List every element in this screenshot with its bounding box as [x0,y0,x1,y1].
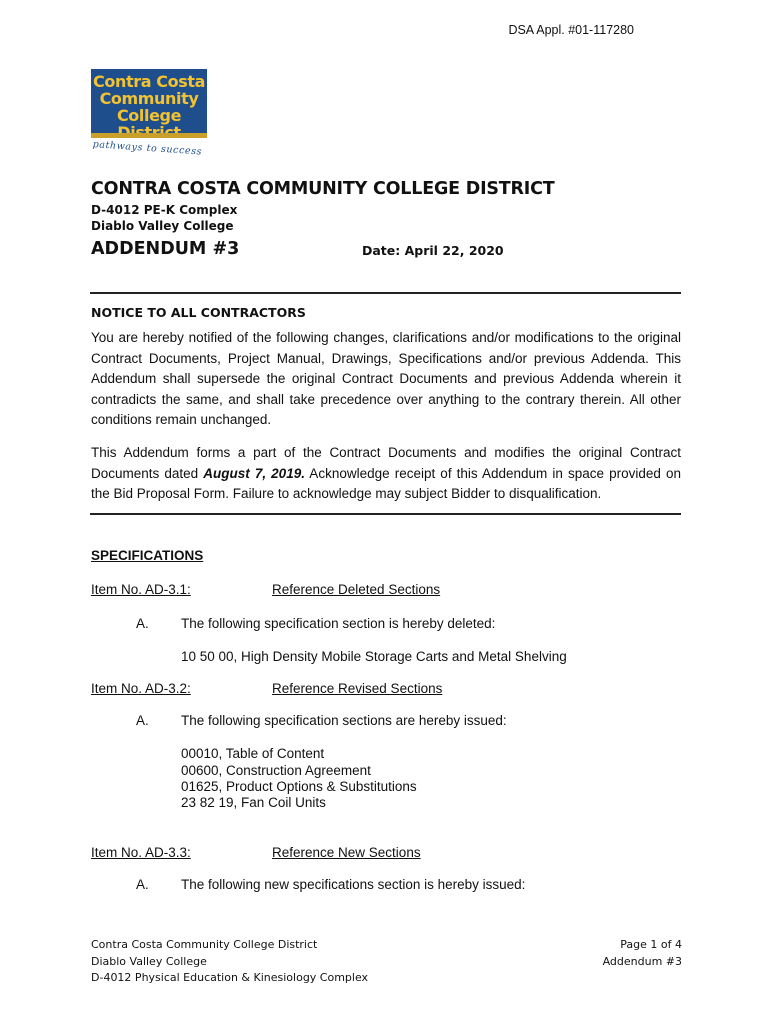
dsa-application-number: DSA Appl. #01-117280 [508,23,634,37]
section-entry: 00010, Table of Content [181,746,325,761]
page-number: Page 1 of 4 [620,938,682,951]
paragraph-2-start: This Addendum forms a part of the Contract Documents and modifies the original Contract Documents dated [91,445,681,481]
footer-left [91,937,368,987]
footer-right [603,937,682,970]
section-entry: 23 82 19, Fan Coil Units [181,795,326,810]
contract-date: August 7, 2019. [203,465,305,481]
district-title: CONTRA COSTA COMMUNITY COLLEGE DISTRICT [91,179,555,199]
section-entry: 01625, Product Options & Substitutions [181,779,417,794]
section-entry: 00600, Construction Agreement [181,763,371,778]
college-name: Diablo Valley College [91,219,234,233]
paragraph-2-end: Acknowledge receipt of this Addendum in space provided on the Bid Proposal Form. Failure to acknowledge may subject Bidder to disqualification. [91,465,681,501]
footer-district: Contra Costa Community College District [91,938,318,951]
logo-box [91,69,207,133]
item-number: Item No. AD-3.1: [91,582,191,597]
logo-tagline: pathways to success [92,139,203,158]
item-description: The following new specifications section is hereby issued: [181,877,526,892]
footer-addendum: Addendum #3 [602,954,682,968]
item-letter: A. [136,713,149,728]
section-entry: 10 50 00, High Density Mobile Storage Carts and Metal Shelving [181,649,567,664]
logo-stripe [91,133,207,138]
notice-paragraph-1: You are hereby notified of the following changes, clarifications and/or modifications to the original Contract Documents, Project Manual, Drawings, Specifications and/or previous Addenda. This Addendum shall supersede the original Contract Documents and previous Addenda wherein it contradicts the same, and shall take precedence over anything to the contrary therein. All other conditions remain unchanged. [91,330,681,427]
item-reference: Reference Deleted Sections [272,582,441,597]
item-reference: Reference Revised Sections [272,681,443,696]
logo-line-1: Contra Costa [93,72,205,91]
divider-top [90,292,681,294]
logo-line-3: College [116,106,182,125]
addendum-title: ADDENDUM #3 [91,239,240,259]
item-reference: Reference New Sections [272,845,421,860]
project-name: D-4012 PE-K Complex [91,203,238,217]
addendum-date: Date: April 22, 2020 [362,243,504,258]
logo-line-2: Community [99,89,199,108]
specifications-heading: SPECIFICATIONS [91,548,204,563]
item-description: The following specification section is hereby deleted: [181,616,496,631]
item-number: Item No. AD-3.3: [91,845,191,860]
footer-project: D-4012 Physical Education & Kinesiology Complex [91,971,369,984]
divider-bottom [90,513,681,515]
notice-heading: NOTICE TO ALL CONTRACTORS [91,305,306,320]
item-description: The following specification sections are hereby issued: [181,713,507,728]
notice-paragraph-2 [91,443,681,505]
item-letter: A. [136,616,149,631]
item-letter: A. [136,877,149,892]
footer-college: Diablo Valley College [91,954,207,968]
item-number: Item No. AD-3.2: [91,681,191,696]
district-logo [91,69,209,157]
